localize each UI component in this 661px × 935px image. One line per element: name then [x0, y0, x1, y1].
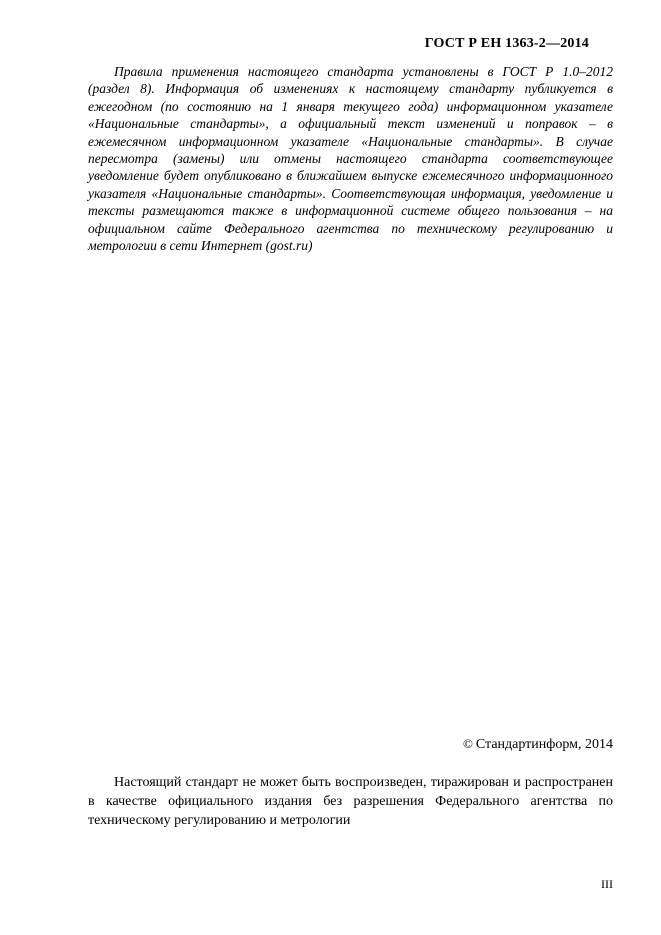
copyright-icon: © — [462, 736, 473, 751]
copyright-line — [463, 736, 613, 753]
reproduction-restriction-notice: Настоящий стандарт не может быть воспроизведен, тиражирован и распространен в качестве официального издания без разрешения Федерального агентства по техническому регулированию и метрологии — [88, 775, 613, 828]
standard-code: ГОСТ Р ЕН 1363-2—2014 — [424, 36, 589, 51]
copyright-text: Стандартинформ, 2014 — [475, 737, 613, 752]
page-number: III — [601, 877, 613, 891]
standard-application-notice: Правила применения настоящего стандарта установлены в ГОСТ Р 1.0–2012 (раздел 8). Информация об изменениях к настоящему стандарту публикуется в ежегодном (по состоянию на 1 января текущего года) информационном указателе «Национальные стандарты», а официальный текст изменений и поправок – в ежемесячном информационном указателе «Национальные стандарты». В случае пересмотра (замены) или отмены настоящего стандарта соответствующее уведомление будет опубликовано в ближайшем выпуске ежемесячного информационного указателя «Национальные стандарты». Соответствующая информация, уведомление и тексты размещаются также в информационной системе общего пользования – на официальном сайте Федерального агентства по техническому регулированию и метрологии в сети Интернет (gost.ru) — [88, 64, 613, 254]
